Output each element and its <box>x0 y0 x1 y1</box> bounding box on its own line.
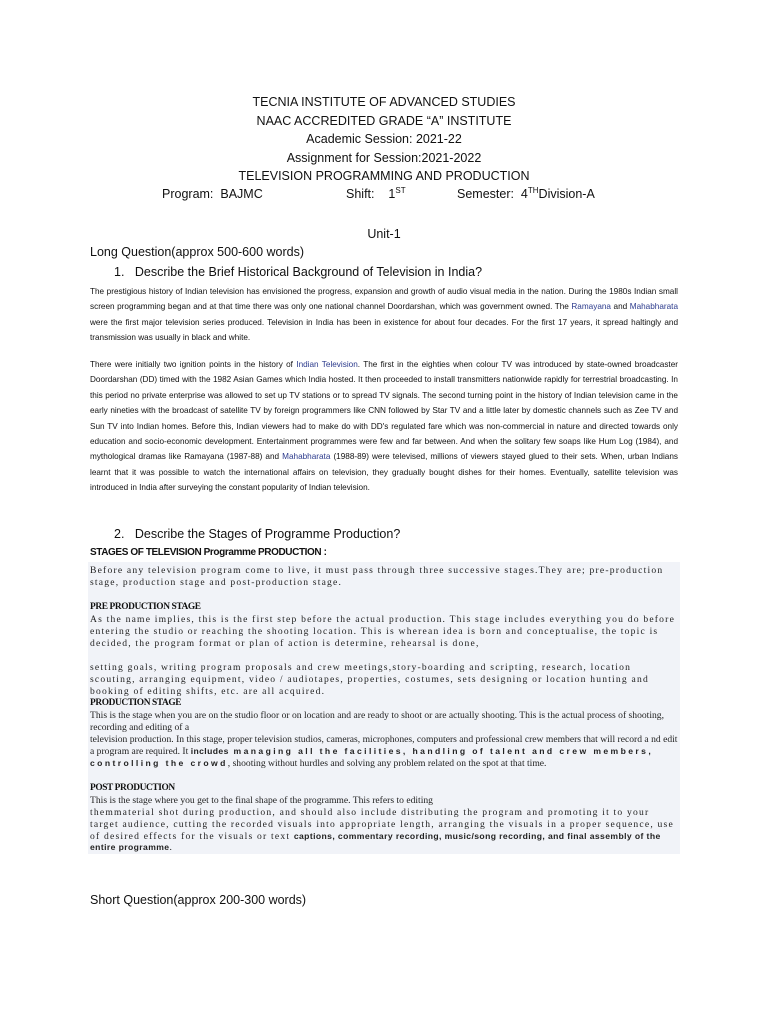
pre-production-heading: PRE PRODUCTION STAGE <box>90 602 201 612</box>
shift-label: Shift: <box>346 187 375 201</box>
academic-session: Academic Session: 2021-22 <box>306 132 462 147</box>
program-info <box>162 187 263 201</box>
post-production-paragraph-1: This is the stage where you get to the final shape of the programme. This refers to editing <box>90 795 433 806</box>
q1-p2-text-a: There were initially two ignition points in the history of <box>90 360 297 369</box>
production-paragraph-2 <box>90 734 680 769</box>
pre-production-paragraph-2: setting goals, writing program proposals and crew meetings,story-boarding and scripting, research, location scouting, arranging equipment, video / audiotapes, properties, costumes, sets designing or location hunting and booking of editing shifts, etc. are all acquired. <box>90 662 649 697</box>
post-production-end: . <box>169 842 174 854</box>
question-1-text: Describe the Brief Historical Background of Television in India? <box>134 265 483 279</box>
q1-p1-text-b: and <box>611 302 630 312</box>
course-title: TELEVISION PROGRAMMING AND PRODUCTION <box>238 169 530 184</box>
production-text: television production. In this stage, proper television studios, cameras, microphones, computers and professional crew members that will record a nd edit a program are required. It <box>90 734 678 757</box>
institute-name: TECNIA INSTITUTE OF ADVANCED STUDIES <box>252 95 516 109</box>
q1-p2-text-c: (1988-89) were televised, millions of viewers stayed glued to their sets. When, urban Indians learnt that it was possible to watch the international affairs on television, they gradually bought dishes for their homes. Eventually, satellite television was introduced in India after surveying the constant popularity of Indian television. <box>90 452 678 493</box>
stages-intro: Before any television program come to live, it must pass through three successive stages.They are; pre-production stage, production stage and post-production stage. <box>90 565 664 588</box>
q1-p1-text-c: were the first major television series produced. Television in India has been in existence for about four decades. For the first 17 years, it spread haltingly and transmission was usually in black and white. <box>90 317 678 343</box>
q1-paragraph-1 <box>90 284 678 346</box>
program-info-row <box>0 187 768 207</box>
post-production-text: themmaterial shot during production, and should also include distributing the program and promoting it to your target audience, cutting the recorded visuals into appropriate length, arranging the visuals in a proper sequence, use of desired effects for the visuals or text <box>90 807 674 842</box>
indian-television-link[interactable]: Indian Television <box>296 360 358 369</box>
production-bold-spaced: managing all the facilities, handling of talent and crew members, controlling the crowd <box>90 745 654 768</box>
production-paragraph-1: This is the stage when you are on the studio floor or on location and are ready to shoot or are actually shooting. This is the actual process of shooting, recording and editing of a <box>90 710 664 733</box>
semester-info <box>457 187 595 201</box>
question-1-number: 1. <box>114 265 125 279</box>
post-production-heading: POST PRODUCTION <box>90 783 175 793</box>
accreditation-line: NAAC ACCREDITED GRADE “A” INSTITUTE <box>256 113 512 128</box>
production-bold-includes: includes <box>190 745 229 756</box>
shift-info <box>346 187 406 201</box>
post-production-paragraph-2 <box>90 807 680 854</box>
post-production-bold: captions, commentary recording, music/song recording, and final assembly of the entire programme <box>90 830 661 853</box>
long-question-heading: Long Question(approx 500-600 words) <box>90 245 305 259</box>
mahabharata-link-2[interactable]: Mahabharata <box>282 452 331 462</box>
q1-paragraph-2 <box>90 357 678 496</box>
shift-superscript: ST <box>395 185 406 195</box>
unit-heading: Unit-1 <box>367 227 401 241</box>
program-value: BAJMC <box>220 187 263 201</box>
document-header <box>0 93 768 186</box>
mahabharata-link[interactable]: Mahabharata <box>629 302 678 312</box>
question-1-title <box>114 265 482 279</box>
program-label: Program: <box>162 187 214 201</box>
question-2-title <box>114 527 400 541</box>
shift-value: 1 <box>388 187 396 201</box>
semester-value: 4 <box>520 187 528 201</box>
q1-p1-text-a: The prestigious history of Indian television has envisioned the progress, expansion and growth of audio visual media in the nation. During the 1980s Indian small screen programming began and at that time there was only one national channel Doordarshan, which was government owned. The <box>90 287 678 312</box>
semester-superscript: TH <box>527 185 539 195</box>
question-2-text: Describe the Stages of Programme Production? <box>134 527 401 541</box>
semester-label: Semester: <box>457 187 514 201</box>
production-heading: PRODUCTION STAGE <box>90 698 182 708</box>
assignment-session: Assignment for Session:2021-2022 <box>286 150 482 165</box>
ramayana-link[interactable]: Ramayana <box>571 302 611 312</box>
pre-production-paragraph-1: As the name implies, this is the first step before the actual production. This stage includes everything you do before entering the studio or reaching the shooting location. This is wherean idea is born and conceptualise, the topic is decided, the program format or plan of action is determine, rehearsal is done, <box>90 614 676 649</box>
production-text-end: , shooting without hurdles and solving any problem related on the spot at that time. <box>227 757 547 769</box>
short-question-heading: Short Question(approx 200-300 words) <box>90 893 307 907</box>
q1-p2-text-b: . The first in the eighties when colour TV was introduced by state-owned broadcaster Doordarshan (DD) timed with the 1982 Asian Games which India hosted. It then proceeded to install transmitters nationwide rapidly for terrestrial broadcasting. In this period no private enterprise was allowed to set up TV stations or to spread TV signals. The second turning point in the history of Indian television came in the early nineties with the broadcast of satellite TV by foreign programmers like CNN followed by Star TV and a little later by domestic channels such as Zee TV and Sun TV into Indian homes. Before this, Indian viewers had to make do with DD's regulated fare which was non-commercial in nature and directed towards only education and socio-economic development. Entertainment programmes were few and far between. And when the solitary few soaps like Hum Log (1984), and mythological dramas like Ramayana (1987-88) and <box>90 360 678 462</box>
question-2-number: 2. <box>114 527 125 541</box>
division-value: Division-A <box>538 187 595 201</box>
stages-heading: STAGES OF TELEVISION Programme PRODUCTION : <box>90 547 327 558</box>
